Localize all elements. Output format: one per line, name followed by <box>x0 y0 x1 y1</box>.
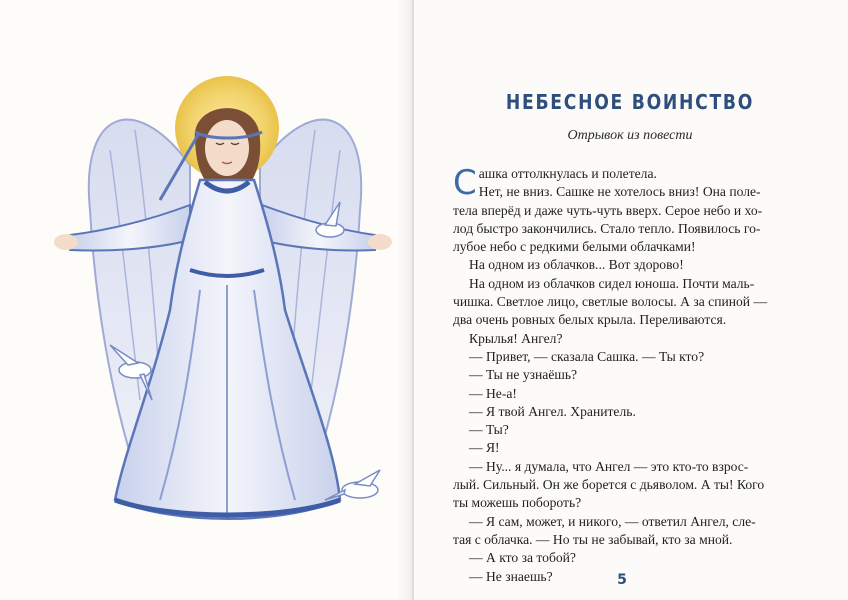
chapter-title: НЕБЕСНОЕ ВОИНСТВО <box>505 90 755 114</box>
paragraph: — Ты не узнаёшь? <box>469 367 578 383</box>
paragraph: лубое небо с редкими белыми облачками! <box>453 239 696 255</box>
paragraph: — Я сам, может, и никого, — ответил Ангел, сле- <box>469 513 756 529</box>
paragraph: два очень ровных белых крыла. Переливаются. <box>453 312 727 328</box>
paragraph: — А кто за тобой? <box>469 550 576 566</box>
angel-illustration <box>40 70 410 530</box>
paragraph: тая с облачка. — Но ты не забывай, кто за мной. <box>453 531 733 547</box>
paragraph: лый. Сильный. Он же борется с дьяволом. А ты! Кого <box>453 477 765 493</box>
paragraph: лод быстро закончились. Стало тепло. Появилось го- <box>453 220 761 236</box>
page-number: 5 <box>617 572 627 588</box>
paragraph-text: ашка оттолкнулась и полетела. <box>478 166 657 181</box>
paragraph: тела вперёд и даже чуть-чуть вверх. Серое небо и хо- <box>453 202 763 218</box>
face <box>205 120 249 176</box>
paragraph: — Не-а! <box>469 385 517 401</box>
paragraph: Нет, не вниз. Сашке не хотелось вниз! Она поле- <box>478 184 761 200</box>
paragraph: На одном из облачков... Вот здорово! <box>469 257 684 273</box>
paragraph: ты можешь побороть? <box>453 495 582 511</box>
story-text <box>453 165 798 586</box>
drop-cap: С <box>453 163 477 203</box>
paragraph: — Ты? <box>469 422 509 438</box>
paragraph: На одном из облачков сидел юноша. Почти маль- <box>469 275 755 291</box>
paragraph: — Я твой Ангел. Хранитель. <box>469 403 636 419</box>
chapter-subtitle: Отрывок из повести <box>567 128 693 143</box>
paragraph: чишка. Светлое лицо, светлые волосы. А за спиной — <box>453 294 768 310</box>
paragraph: Крылья! Ангел? <box>469 330 563 346</box>
left-page <box>0 0 414 600</box>
paragraph: — Не знаешь? <box>469 568 553 584</box>
paragraph: — Я! <box>469 440 500 456</box>
paragraph: — Привет, — сказала Сашка. — Ты кто? <box>469 348 705 364</box>
paragraph: — Ну... я думала, что Ангел — это кто-то взрос- <box>469 458 749 474</box>
